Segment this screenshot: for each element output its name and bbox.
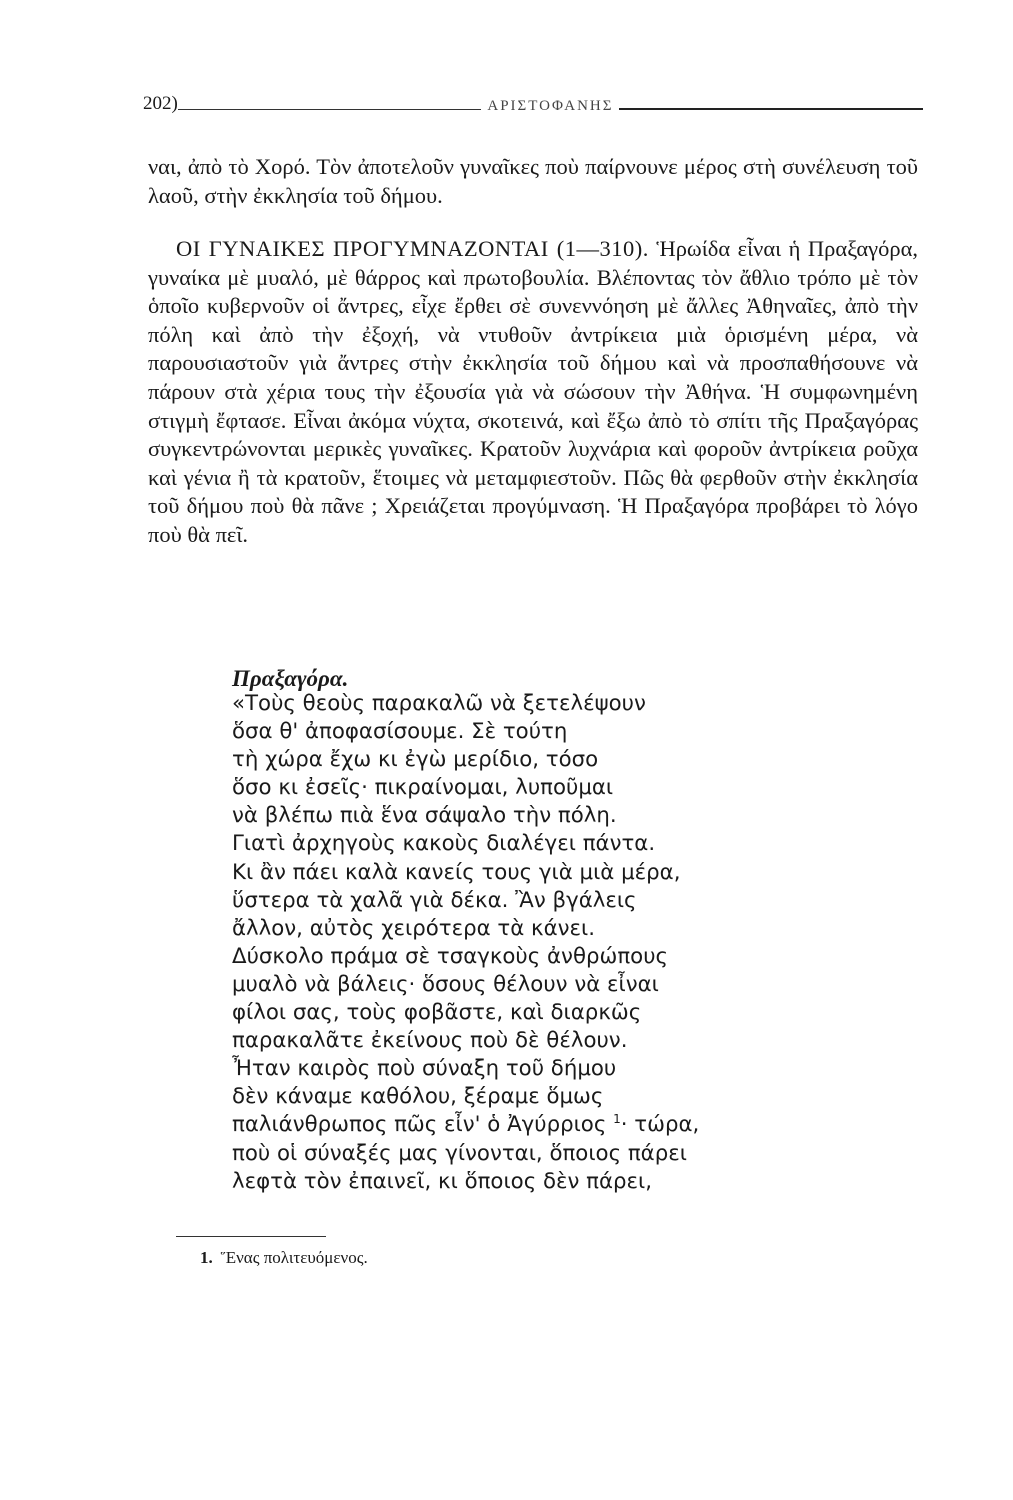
verse-line: τὴ χώρα ἔχω κι ἐγὼ μερίδιο, τόσο bbox=[232, 747, 599, 773]
footnote-number: 1. bbox=[200, 1248, 213, 1267]
intro-paragraph-2-body bbox=[148, 235, 918, 550]
page-number: 202) bbox=[143, 93, 178, 114]
verse-line: ἄλλον, αὐτὸς χειρότερα τὰ κάνει. bbox=[232, 915, 596, 941]
verse-line: Κι ἂν πάει καλὰ κανείς τους γιὰ μιὰ μέρα, bbox=[232, 859, 681, 885]
running-head-title: ΑΡΙΣΤΟΦΑΝΗΣ bbox=[487, 98, 614, 114]
verse-line: Ἦταν καιρὸς ποὺ σύναξη τοῦ δήμου bbox=[232, 1056, 617, 1082]
verse-line: νὰ βλέπω πιὰ ἕνα σάψαλο τὴν πόλη. bbox=[232, 803, 617, 829]
verse-line: Γιατὶ ἀρχηγοὺς κακοὺς διαλέγει πάντα. bbox=[232, 831, 656, 857]
verse-line: ὕστερα τὰ χαλᾶ γιὰ δέκα. Ἂν βγάλεις bbox=[232, 887, 637, 913]
running-header bbox=[143, 93, 923, 115]
header-rule-left bbox=[178, 109, 482, 110]
intro-paragraph-2-text: Ἡρωίδα εἶναι ἡ Πραξαγόρα, γυναίκα μὲ μυαλό, μὲ θάρρος καὶ πρωτοβουλία. Βλέποντας τὸν ἄθλιο τρόπο μὲ τὸν ὁποῖο κυβερνοῦν οἱ ἄντρες, εἶχε ἔρθει σὲ συνεννόηση μὲ ἄλλες Ἀθηναῖες, ἀπὸ τὴν πόλη καὶ ἀπὸ τὴν ἐξοχή, νὰ ντυθοῦν ἀντρίκεια μιὰ ὁρισμένη μέρα, νὰ παρουσιαστοῦν γιὰ ἄντρες στὴν ἐκκλησία τοῦ δήμου καὶ νὰ προσπαθήσουνε νὰ πάρουν στὰ χέρια τους τὴν ἐξουσία γιὰ νὰ σώσουν τὴν Ἀθήνα. Ἡ συμφωνημένη στιγμὴ ἔφτασε. Εἶναι ἀκόμα νύχτα, σκοτεινά, καὶ ἔξω ἀπὸ τὸ σπίτι τῆς Πραξαγόρας συγκεντρώνονται μερικὲς γυναῖκες. Κρατοῦν λυχνάρια καὶ φοροῦν ἀντρίκεια ροῦχα καὶ γένια ἢ τὰ κρατοῦν, ἕτοιμες νὰ μεταμφιεστοῦν. Πῶς θὰ φερθοῦν στὴν ἐκκλησία τοῦ δήμου ποὺ θὰ πᾶνε ; Χρειάζεται προγύμναση. Ἡ Πραξαγόρα προβάρει τὸ λόγο ποὺ θὰ πεῖ. bbox=[148, 236, 919, 547]
verse-line-with-footnote bbox=[232, 1111, 872, 1139]
verse-line: παρακαλᾶτε ἐκείνους ποὺ δὲ θέλουν. bbox=[232, 1028, 628, 1054]
verse-line: «Τοὺς θεοὺς παρακαλῶ νὰ ξετελέψουν bbox=[232, 691, 646, 716]
footnote-reference[interactable]: 1 bbox=[613, 1112, 621, 1127]
intro-paragraph-1-text: ναι, ἀπὸ τὸ Χορό. Τὸν ἀποτελοῦν γυναῖκες ποὺ παίρνουνε μέρος στὴ συνέλευση τοῦ λαοῦ, στὴν ἐκκλησία τοῦ δήμου. bbox=[148, 154, 918, 208]
verse-block bbox=[232, 690, 872, 1196]
verse-line: ποὺ οἱ σύναξές μας γίνονται, ὅποιος πάρει bbox=[232, 1140, 687, 1166]
speaker-name: Πραξαγόρα. bbox=[232, 666, 349, 691]
verse-line: φίλοι σας, τοὺς φοβᾶστε, καὶ διαρκῶς bbox=[232, 1000, 642, 1026]
header-rule-right bbox=[619, 108, 923, 110]
footnote-separator bbox=[176, 1236, 326, 1237]
footnote bbox=[200, 1248, 368, 1268]
verse-line: λεφτὰ τὸν ἐπαινεῖ, κι ὅποιος δὲν πάρει, bbox=[232, 1168, 653, 1194]
verse-line-tail: · τώρα, bbox=[620, 1112, 700, 1138]
verse-line: δὲν κάναμε καθόλου, ξέραμε ὅμως bbox=[232, 1084, 604, 1110]
verse-line: Δύσκολο πράμα σὲ τσαγκοὺς ἀνθρώπους bbox=[232, 943, 669, 969]
section-heading: ΟΙ ΓΥΝΑΙΚΕΣ ΠΡΟΓΥΜΝΑΖΟΝΤΑΙ (1—310). bbox=[176, 236, 649, 261]
verse-line-text: παλιάνθρωπος πῶς εἶν' ὁ Ἀγύρριος bbox=[232, 1112, 607, 1138]
intro-paragraph-1 bbox=[148, 153, 918, 210]
verse-line: ὅσα θ' ἀποφασίσουμε. Σὲ τούτη bbox=[232, 719, 568, 745]
intro-paragraph-2 bbox=[148, 235, 918, 550]
verse-line: ὅσο κι ἐσεῖς· πικραίνομαι, λυποῦμαι bbox=[232, 775, 614, 801]
verse-line: μυαλὸ νὰ βάλεις· ὅσους θέλουν νὰ εἶναι bbox=[232, 971, 659, 997]
footnote-text: Ἕνας πολιτευόμενος. bbox=[220, 1248, 368, 1267]
